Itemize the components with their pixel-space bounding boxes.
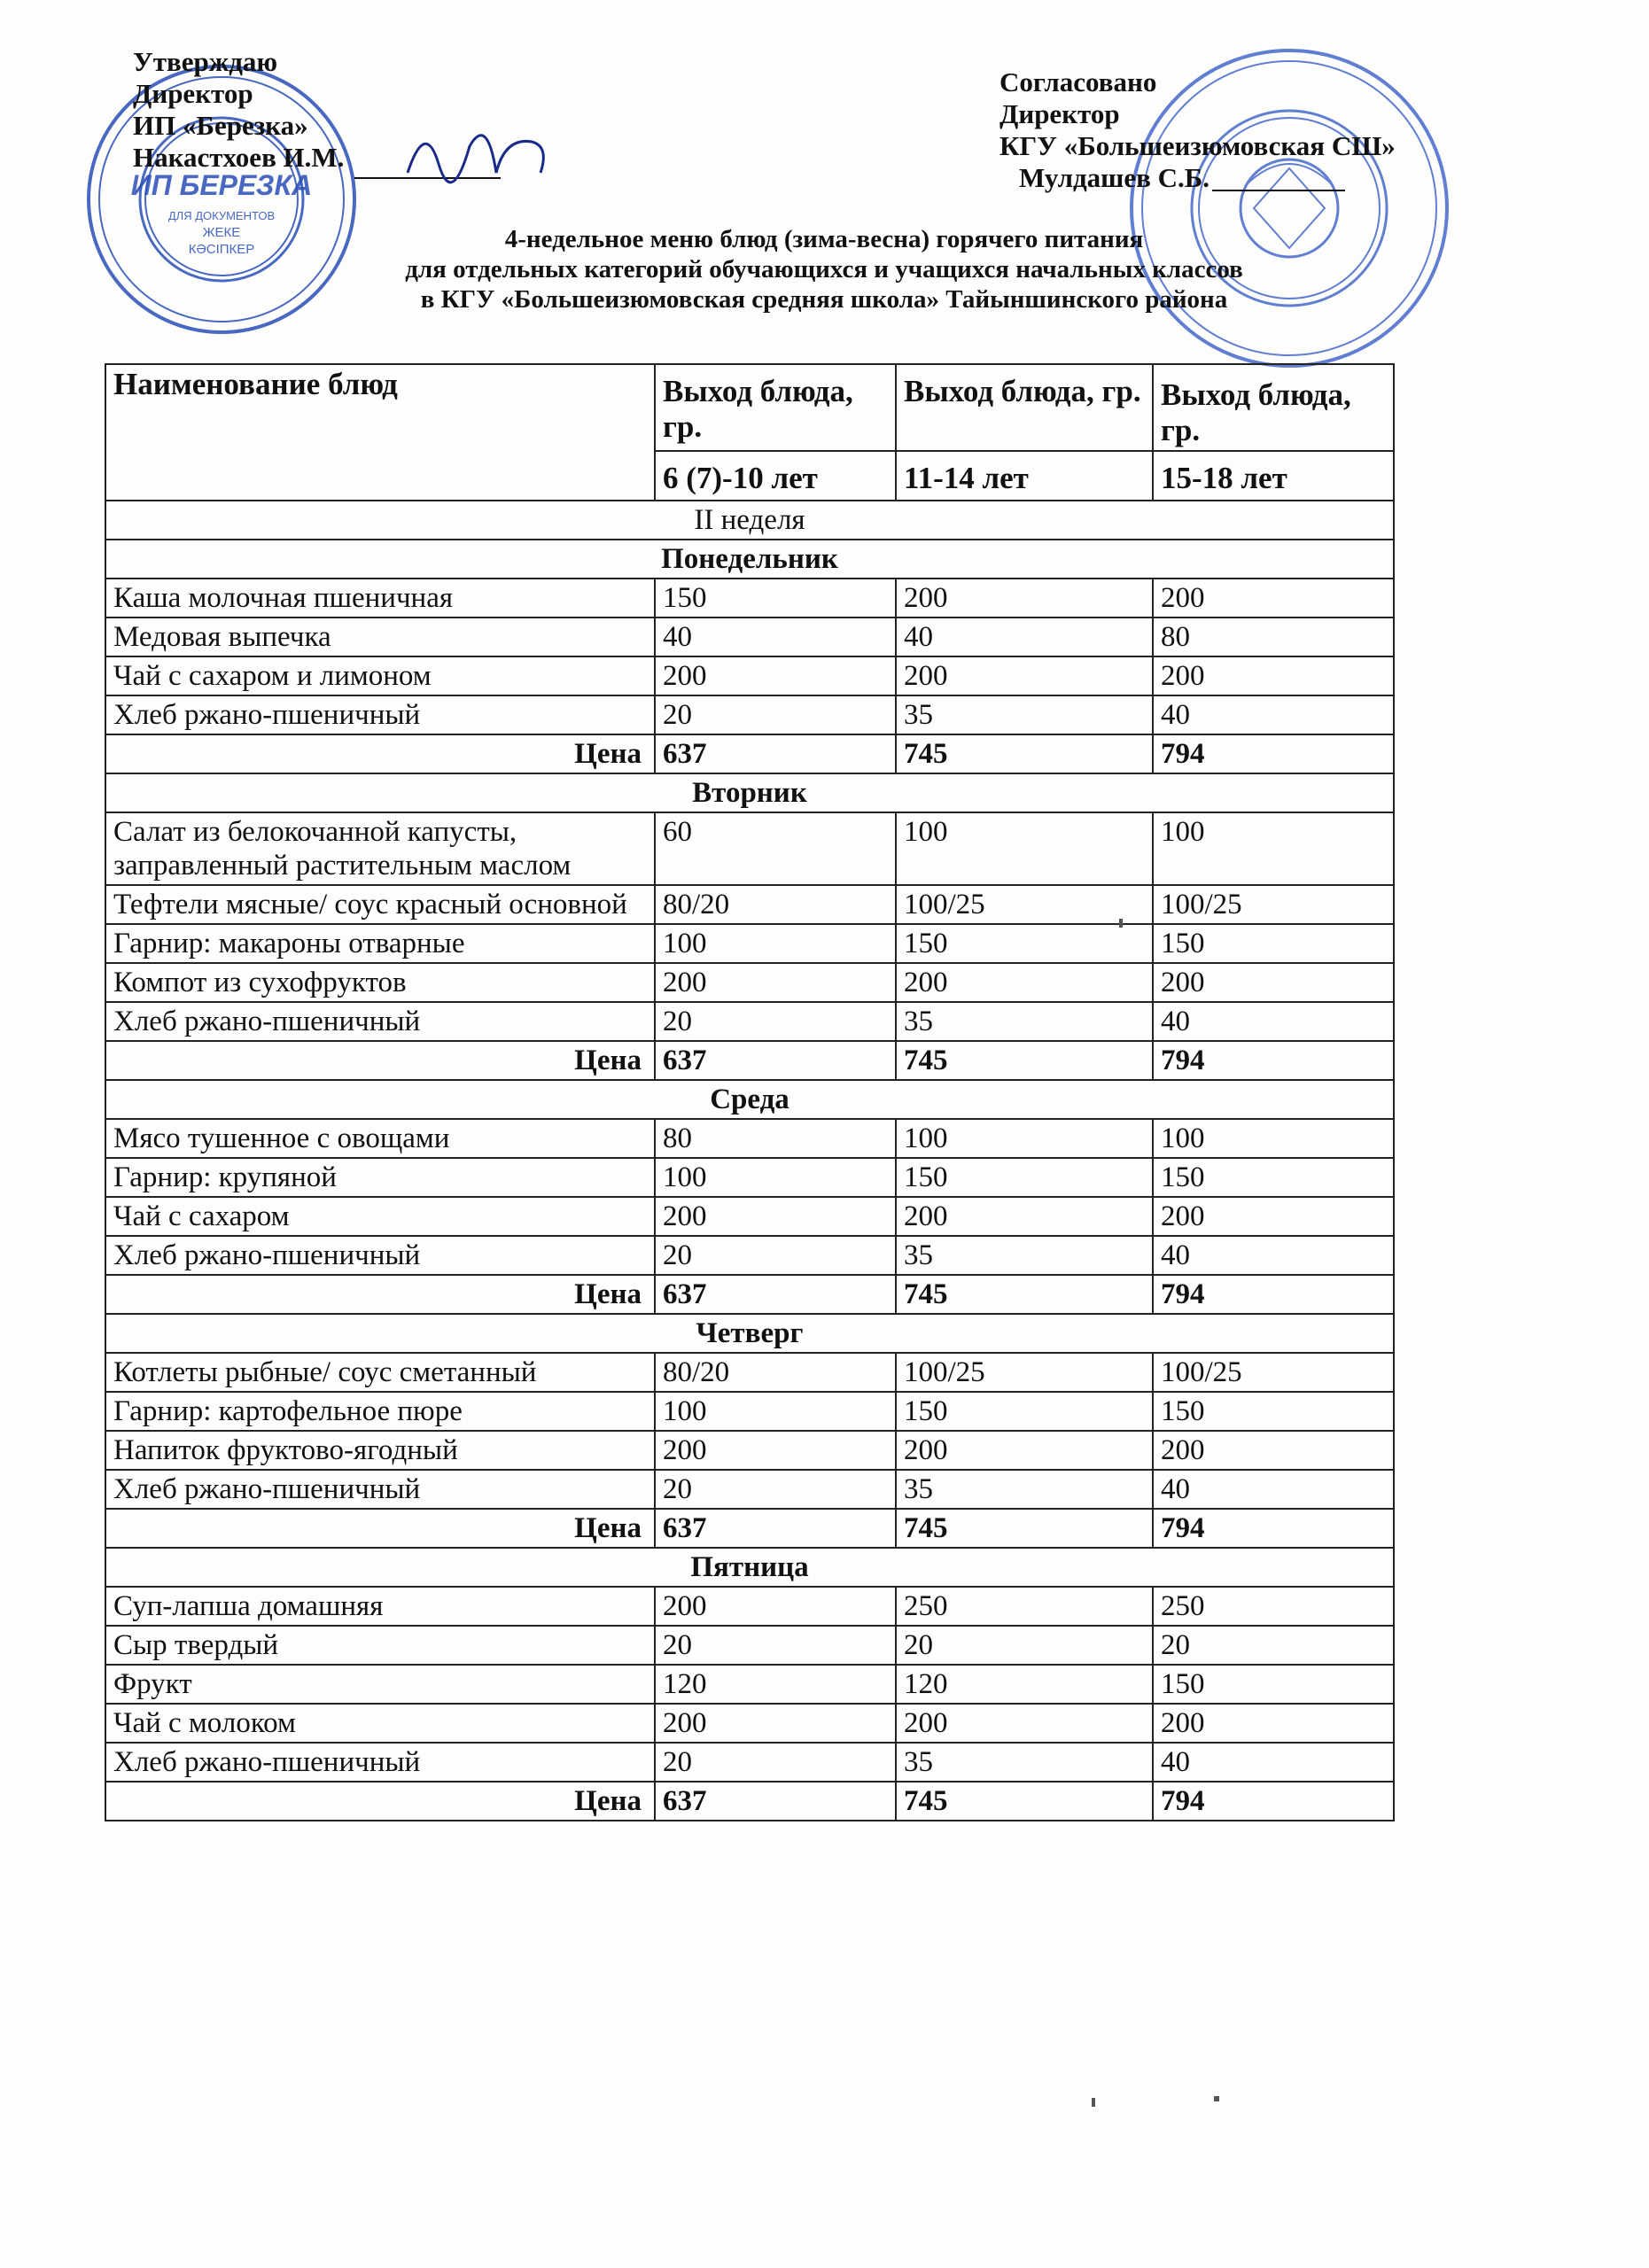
price-row [105,1275,1394,1314]
yield-cell: 100 [655,1392,896,1431]
yield-cell: 200 [655,1587,896,1626]
scan-speck [1119,919,1123,928]
yield-cell: 40 [1153,1236,1394,1275]
dish-name-cell: Сыр твердый [105,1626,655,1665]
yield-cell: 200 [896,1431,1153,1470]
agree-line2: Директор [1000,98,1120,129]
day-header-row [105,1080,1394,1119]
yield-cell: 100 [1153,1119,1394,1158]
day-name: Понедельник [105,540,1394,579]
dish-name-cell: Каша молочная пшеничная [105,579,655,617]
yield-cell: 80/20 [655,885,896,924]
yield-cell: 200 [655,656,896,695]
yield-cell: 200 [655,1197,896,1236]
dish-name-cell: Фрукт [105,1665,655,1704]
yield-cell: 20 [655,695,896,734]
stamp-sub1: ДЛЯ ДОКУМЕНТОВ [167,209,276,222]
price-value: 637 [655,1275,896,1314]
price-value: 745 [896,1275,1153,1314]
yield-cell: 80 [1153,617,1394,656]
price-row [105,1782,1394,1821]
dish-name-cell: Медовая выпечка [105,617,655,656]
yield-cell: 100/25 [896,885,1153,924]
yield-cell: 40 [1153,1470,1394,1509]
yield-cell: 20 [655,1743,896,1782]
yield-cell: 200 [1153,1197,1394,1236]
yield-cell: 200 [896,656,1153,695]
table-row [105,1236,1394,1275]
yield-cell: 100/25 [1153,1353,1394,1392]
yield-cell: 35 [896,1470,1153,1509]
approve-line4: Накастхоев И.М. [133,142,345,173]
yield-cell: 100 [1153,812,1394,885]
table-row [105,656,1394,695]
dish-name-cell: Гарнир: крупяной [105,1158,655,1197]
agree-signature-line [1212,190,1345,191]
stamp-sub2: ЖЕКЕ [202,225,241,240]
dish-name-cell: Гарнир: макароны отварные [105,924,655,963]
document-title [292,224,1356,315]
yield-cell: 40 [896,617,1153,656]
day-name: Пятница [105,1548,1394,1587]
price-value: 745 [896,734,1153,773]
age-group-2: 11-14 лет [896,451,1153,501]
table-row [105,617,1394,656]
table-header-row [105,364,1394,451]
price-label: Цена [105,1041,655,1080]
table-row [105,963,1394,1002]
price-value: 745 [896,1782,1153,1821]
table-row [105,1197,1394,1236]
dish-name-cell: Хлеб ржано-пшеничный [105,695,655,734]
yield-cell: 150 [1153,1158,1394,1197]
yield-cell: 200 [1153,1431,1394,1470]
title-line1: 4-недельное меню блюд (зима-весна) горячего питания [504,225,1144,253]
price-value: 637 [655,1509,896,1548]
yield-cell: 150 [1153,1392,1394,1431]
day-name: Четверг [105,1314,1394,1353]
table-row [105,1704,1394,1743]
yield-cell: 35 [896,1236,1153,1275]
approve-block [133,46,344,174]
age-group-1: 6 (7)-10 лет [655,451,896,501]
dish-name-cell: Салат из белокочанной капусты, заправленный растительным маслом [105,812,655,885]
agree-line4: Мулдашев С.Б. [1019,162,1210,193]
menu-table [105,363,1395,1821]
table-row [105,885,1394,924]
yield-cell: 20 [655,1626,896,1665]
dish-name-cell: Хлеб ржано-пшеничный [105,1002,655,1041]
yield-cell: 100 [655,924,896,963]
table-row [105,1626,1394,1665]
yield-cell: 35 [896,1002,1153,1041]
price-row [105,734,1394,773]
approve-line2: Директор [133,78,253,109]
yield-cell: 200 [655,963,896,1002]
table-row [105,1353,1394,1392]
day-name: Среда [105,1080,1394,1119]
price-value: 745 [896,1509,1153,1548]
week-row [105,501,1394,540]
yield-cell: 80/20 [655,1353,896,1392]
price-value: 745 [896,1041,1153,1080]
price-value: 637 [655,1041,896,1080]
header-yield-3: Выход блюда, гр. [1153,364,1394,451]
price-label: Цена [105,1509,655,1548]
age-group-3: 15-18 лет [1153,451,1394,501]
agree-line3: КГУ «Большеизюмовская СШ» [1000,130,1396,161]
week-label: II неделя [105,501,1394,540]
table-row [105,1119,1394,1158]
dish-name-cell: Компот из сухофруктов [105,963,655,1002]
dish-name-cell: Чай с сахаром [105,1197,655,1236]
stamp-sub3: КӘСІПКЕР [188,242,255,257]
yield-cell: 120 [655,1665,896,1704]
yield-cell: 150 [896,1158,1153,1197]
dish-name-cell: Хлеб ржано-пшеничный [105,1470,655,1509]
price-value: 794 [1153,1041,1394,1080]
title-line2: для отдельных категорий обучающихся и учащихся начальных классов [405,255,1243,284]
price-value: 794 [1153,1275,1394,1314]
yield-cell: 200 [896,1704,1153,1743]
price-value: 794 [1153,734,1394,773]
yield-cell: 250 [896,1587,1153,1626]
table-row [105,695,1394,734]
dish-name-cell: Хлеб ржано-пшеничный [105,1743,655,1782]
yield-cell: 250 [1153,1587,1394,1626]
stamp-center-text: ИП БЕРЕЗКА [130,169,313,201]
yield-cell: 200 [655,1704,896,1743]
table-row [105,1392,1394,1431]
dish-name-cell: Тефтели мясные/ соус красный основной [105,885,655,924]
price-label: Цена [105,734,655,773]
yield-cell: 100/25 [896,1353,1153,1392]
yield-cell: 80 [655,1119,896,1158]
yield-cell: 200 [896,579,1153,617]
agree-line1: Согласовано [1000,66,1157,97]
dish-name-cell: Напиток фруктово-ягодный [105,1431,655,1470]
table-row [105,1470,1394,1509]
day-header-row [105,1314,1394,1353]
header-dish-name: Наименование блюд [105,364,655,501]
yield-cell: 200 [1153,963,1394,1002]
dish-name-cell: Гарнир: картофельное пюре [105,1392,655,1431]
dish-name-cell: Чай с сахаром и лимоном [105,656,655,695]
price-row [105,1509,1394,1548]
table-row [105,579,1394,617]
day-name: Вторник [105,773,1394,812]
table-row [105,1587,1394,1626]
header-yield-2: Выход блюда, гр. [896,364,1153,451]
yield-cell: 20 [655,1470,896,1509]
dish-name-cell: Суп-лапша домашняя [105,1587,655,1626]
day-header-row [105,540,1394,579]
table-row [105,812,1394,885]
yield-cell: 40 [1153,695,1394,734]
table-row [105,1158,1394,1197]
day-header-row [105,1548,1394,1587]
yield-cell: 200 [1153,579,1394,617]
title-line3: в КГУ «Большеизюмовская средняя школа» Тайыншинского района [420,285,1228,314]
yield-cell: 120 [896,1665,1153,1704]
yield-cell: 40 [1153,1743,1394,1782]
yield-cell: 200 [896,1197,1153,1236]
yield-cell: 200 [1153,656,1394,695]
signature-left [390,111,585,199]
price-value: 794 [1153,1782,1394,1821]
yield-cell: 20 [655,1002,896,1041]
yield-cell: 150 [1153,924,1394,963]
table-row [105,1431,1394,1470]
price-value: 637 [655,734,896,773]
table-row [105,1665,1394,1704]
dish-name-cell: Мясо тушенное с овощами [105,1119,655,1158]
yield-cell: 35 [896,695,1153,734]
price-label: Цена [105,1782,655,1821]
header-yield-1: Выход блюда, гр. [655,364,896,451]
price-row [105,1041,1394,1080]
yield-cell: 200 [655,1431,896,1470]
yield-cell: 200 [896,963,1153,1002]
yield-cell: 40 [1153,1002,1394,1041]
yield-cell: 150 [655,579,896,617]
price-value: 637 [655,1782,896,1821]
yield-cell: 20 [1153,1626,1394,1665]
yield-cell: 100 [896,1119,1153,1158]
table-row [105,1743,1394,1782]
approve-line3: ИП «Березка» [133,110,308,141]
yield-cell: 100 [896,812,1153,885]
price-value: 794 [1153,1509,1394,1548]
dish-name-cell: Котлеты рыбные/ соус сметанный [105,1353,655,1392]
yield-cell: 40 [655,617,896,656]
yield-cell: 20 [655,1236,896,1275]
day-header-row [105,773,1394,812]
agree-block [1000,66,1396,194]
yield-cell: 200 [1153,1704,1394,1743]
yield-cell: 20 [896,1626,1153,1665]
price-label: Цена [105,1275,655,1314]
yield-cell: 100/25 [1153,885,1394,924]
yield-cell: 35 [896,1743,1153,1782]
dish-name-cell: Хлеб ржано-пшеничный [105,1236,655,1275]
table-row [105,924,1394,963]
yield-cell: 150 [896,1392,1153,1431]
yield-cell: 150 [1153,1665,1394,1704]
table-row [105,1002,1394,1041]
scan-speck [1214,2096,1219,2101]
yield-cell: 150 [896,924,1153,963]
dish-name-cell: Чай с молоком [105,1704,655,1743]
yield-cell: 60 [655,812,896,885]
yield-cell: 100 [655,1158,896,1197]
scan-speck [1092,2098,1095,2107]
approve-line1: Утверждаю [133,46,278,77]
